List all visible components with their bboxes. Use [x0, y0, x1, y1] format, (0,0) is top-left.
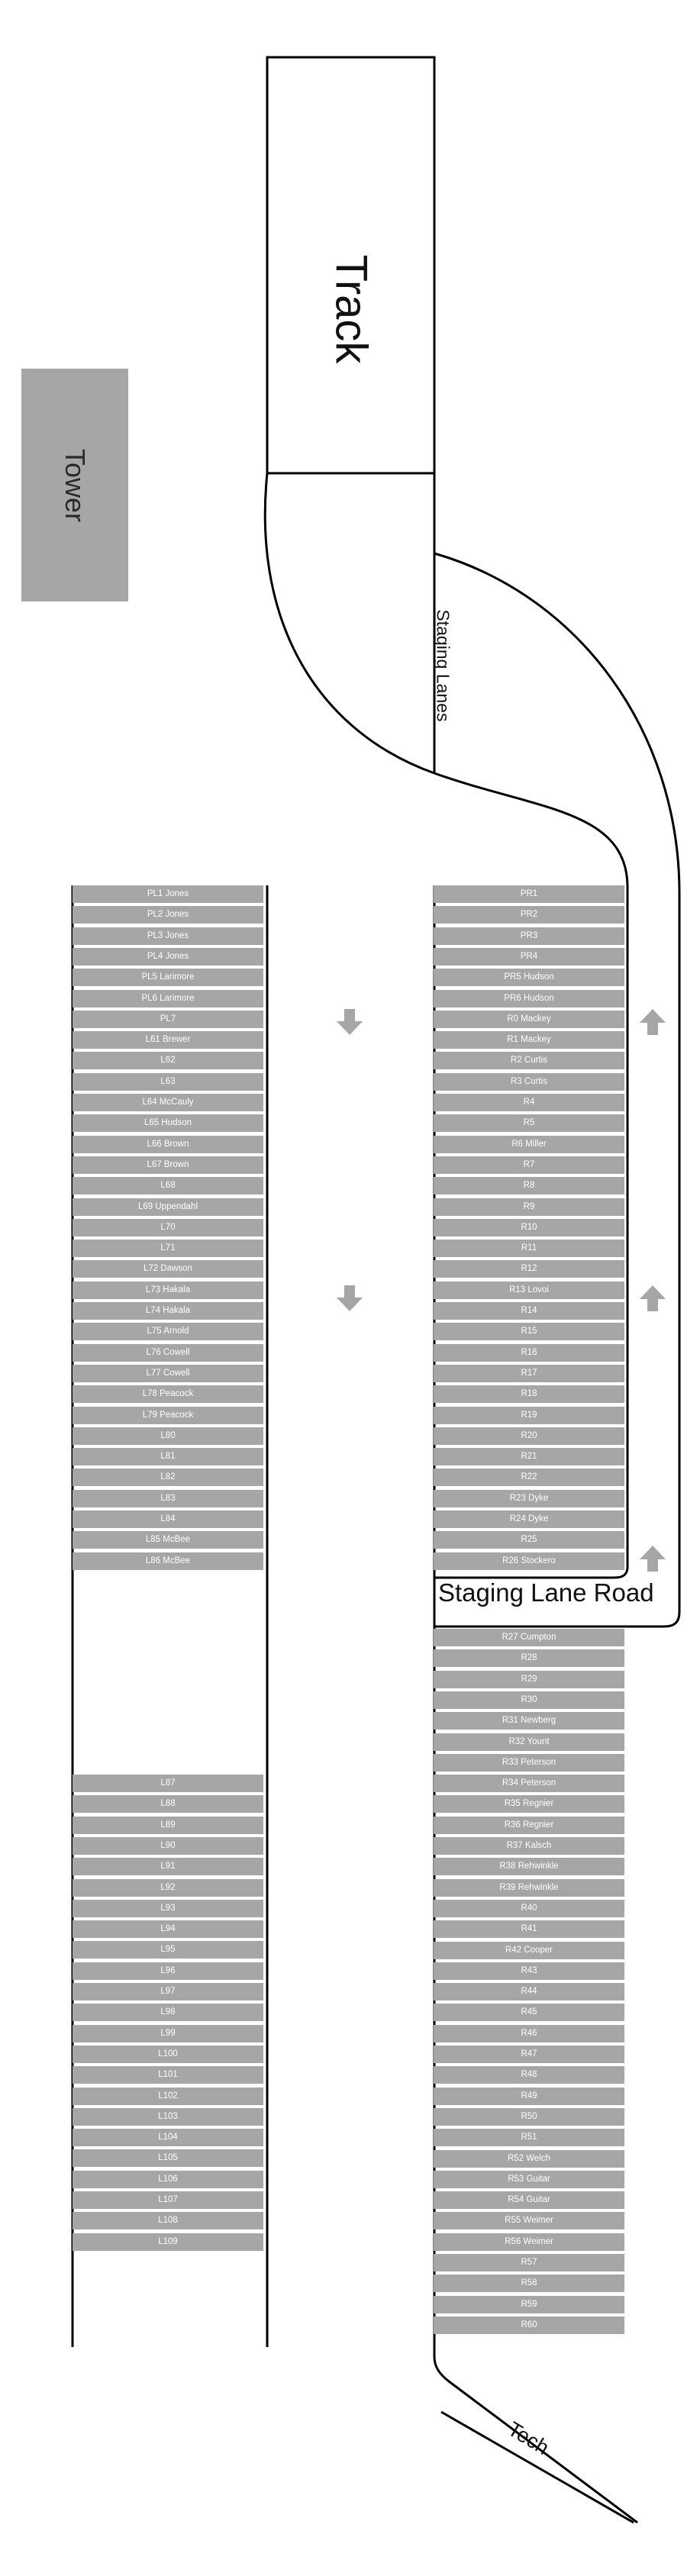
pit-stall: L107: [73, 2191, 263, 2209]
pit-stall: R46: [434, 2025, 624, 2042]
pit-stall: L109: [73, 2233, 263, 2251]
pit-stall: R38 Rehwinkle: [434, 1858, 624, 1875]
pit-stall: R52 Welch: [434, 2150, 624, 2168]
pit-stall: PL2 Jones: [73, 906, 263, 924]
pit-stall: R0 Mackey: [434, 1011, 624, 1028]
pit-stall: L104: [73, 2129, 263, 2146]
pit-stall: R54 Guitar: [434, 2191, 624, 2209]
pit-stall: R44: [434, 1983, 624, 2001]
pit-stall: PL1 Jones: [73, 885, 263, 903]
pit-stall: R31 Newberg: [434, 1712, 624, 1730]
pit-stall: L63: [73, 1073, 263, 1091]
down-arrow-icon: [337, 1285, 363, 1311]
pit-stall: L87: [73, 1775, 263, 1792]
pit-stall: R10: [434, 1219, 624, 1236]
pit-stall: L99: [73, 2025, 263, 2042]
tower-label: Tower: [60, 448, 91, 522]
pit-stall: PR1: [434, 885, 624, 903]
staging-lane-road-label: Staging Lane Road: [438, 1578, 654, 1607]
pit-stall: R39 Rehwinkle: [434, 1879, 624, 1897]
pit-stall: R25: [434, 1531, 624, 1549]
pit-stall: L106: [73, 2171, 263, 2188]
pit-stall: L95: [73, 1941, 263, 1959]
pit-stall: R8: [434, 1177, 624, 1195]
staging-lanes-label: Staging Lanes: [433, 609, 453, 722]
pit-stall: L84: [73, 1510, 263, 1528]
pit-stall: R22: [434, 1469, 624, 1486]
pit-stall: R30: [434, 1691, 624, 1709]
pit-stall: R33 Peterson: [434, 1754, 624, 1772]
pit-stall: R21: [434, 1448, 624, 1465]
pit-stall: PR6 Hudson: [434, 990, 624, 1008]
pit-stall: PL4 Jones: [73, 948, 263, 966]
pit-stall: R42 Cooper: [434, 1942, 624, 1959]
tech-label: Tech: [504, 2417, 553, 2460]
pit-stall: R37 Kalsch: [434, 1837, 624, 1855]
pit-stall: R32 Yount: [434, 1733, 624, 1751]
pit-stall: PL5 Larimore: [73, 969, 263, 986]
pit-stall: R57: [434, 2254, 624, 2271]
pit-stall: R14: [434, 1302, 624, 1320]
pit-stall: R43: [434, 1962, 624, 1980]
pit-stall: PR3: [434, 927, 624, 945]
pit-stall: R53 Guitar: [434, 2171, 624, 2188]
pit-stall: L68: [73, 1177, 263, 1195]
pit-stall: L102: [73, 2088, 263, 2105]
pit-stall: L71: [73, 1240, 263, 1257]
pit-stall: R45: [434, 2004, 624, 2021]
pit-stall: PL6 Larimore: [73, 990, 263, 1008]
track-label: Track: [326, 254, 376, 364]
pit-stall: L83: [73, 1490, 263, 1507]
pit-stall: L98: [73, 2004, 263, 2021]
pit-stall: R40: [434, 1900, 624, 1917]
pit-stall: L85 McBee: [73, 1531, 263, 1549]
pit-stall: L93: [73, 1900, 263, 1917]
pit-stall: PL3 Jones: [73, 927, 263, 945]
pit-stall: R4: [434, 1094, 624, 1111]
pit-stall: R20: [434, 1427, 624, 1445]
pit-stall: L69 Uppendahl: [73, 1198, 263, 1216]
pit-stall: L88: [73, 1795, 263, 1813]
pit-stall: R27 Cumpton: [434, 1629, 624, 1646]
pit-stall: PR4: [434, 948, 624, 966]
pit-stall: R49: [434, 2088, 624, 2105]
pit-stall: R16: [434, 1344, 624, 1362]
pit-stall: L65 Hudson: [73, 1114, 263, 1132]
pit-stall: L62: [73, 1052, 263, 1069]
pit-stall: L80: [73, 1427, 263, 1445]
pit-stall: L64 McCauly: [73, 1094, 263, 1111]
pit-stall: L77 Cowell: [73, 1365, 263, 1382]
pit-stall: L94: [73, 1920, 263, 1938]
pit-stall: L61 Brewer: [73, 1031, 263, 1049]
pit-stall: L72 Dawson: [73, 1260, 263, 1278]
pit-stall: R26 Stockero: [434, 1552, 624, 1570]
pit-stall: R47: [434, 2046, 624, 2063]
pit-stall: L92: [73, 1879, 263, 1897]
pit-stall: L67 Brown: [73, 1156, 263, 1174]
pit-stall: R48: [434, 2066, 624, 2084]
pit-stall: R34 Peterson: [434, 1775, 624, 1792]
pit-stall: R59: [434, 2296, 624, 2313]
pit-stall: L81: [73, 1448, 263, 1465]
pit-stall: L108: [73, 2212, 263, 2229]
pit-stall: R58: [434, 2275, 624, 2292]
pit-stall: R13 Lovoi: [434, 1282, 624, 1299]
pit-stall: PR2: [434, 906, 624, 924]
pit-stall: L76 Cowell: [73, 1344, 263, 1362]
up-arrow-icon: [640, 1546, 666, 1572]
pit-stall: R3 Curtis: [434, 1073, 624, 1091]
pit-stall: L73 Hakala: [73, 1282, 263, 1299]
pit-stall: R51: [434, 2129, 624, 2146]
pit-stall: R15: [434, 1323, 624, 1340]
staging-lanes-inner-curve: [265, 473, 434, 773]
pit-stall: L70: [73, 1219, 263, 1236]
pit-stall: R35 Regnier: [434, 1795, 624, 1813]
pit-stall: R17: [434, 1365, 624, 1382]
pit-stall: R5: [434, 1114, 624, 1132]
pit-stall: L66 Brown: [73, 1136, 263, 1153]
pit-stall: R36 Regnier: [434, 1817, 624, 1834]
pit-stall: R28: [434, 1649, 624, 1667]
tower-building: [21, 369, 128, 601]
pit-stall: L90: [73, 1837, 263, 1855]
pit-stall: L79 Peacock: [73, 1407, 263, 1424]
pit-stall: L105: [73, 2149, 263, 2167]
pit-stall: R41: [434, 1920, 624, 1938]
pit-stall: R24 Dyke: [434, 1510, 624, 1528]
pit-stall: L75 Arnold: [73, 1323, 263, 1340]
pit-stall: L89: [73, 1817, 263, 1834]
pit-stall: R56 Weimer: [434, 2233, 624, 2251]
pit-stall: R19: [434, 1407, 624, 1424]
up-arrow-icon: [640, 1009, 666, 1035]
pit-stall: R6 Miller: [434, 1136, 624, 1153]
down-arrow-icon: [337, 1009, 363, 1035]
pit-stall: L103: [73, 2108, 263, 2126]
pit-stall: R9: [434, 1198, 624, 1216]
pit-stall: R1 Mackey: [434, 1031, 624, 1049]
pit-stall: R29: [434, 1671, 624, 1688]
pit-stall: L86 McBee: [73, 1552, 263, 1570]
pit-stall: PR5 Hudson: [434, 969, 624, 986]
pit-stall: L97: [73, 1983, 263, 2001]
pit-stall: L100: [73, 2046, 263, 2063]
pit-stall: L74 Hakala: [73, 1302, 263, 1320]
pit-stall: R50: [434, 2108, 624, 2126]
pit-stall: R55 Weimer: [434, 2212, 624, 2229]
pit-stall: L78 Peacock: [73, 1385, 263, 1403]
pit-stall: R2 Curtis: [434, 1052, 624, 1069]
pit-stall: R23 Dyke: [434, 1490, 624, 1507]
pit-stall: R11: [434, 1240, 624, 1257]
pit-stall: L101: [73, 2066, 263, 2084]
pit-stall: PL7: [73, 1011, 263, 1028]
pit-stall: L91: [73, 1858, 263, 1875]
pit-stall: L82: [73, 1469, 263, 1486]
pit-stall: L96: [73, 1962, 263, 1980]
pit-stall: R7: [434, 1156, 624, 1174]
pit-stall: R18: [434, 1385, 624, 1403]
pit-stall: R12: [434, 1260, 624, 1278]
tech-road-edge-b: [441, 2412, 634, 2523]
up-arrow-icon: [640, 1285, 666, 1311]
pit-stall: R60: [434, 2316, 624, 2334]
